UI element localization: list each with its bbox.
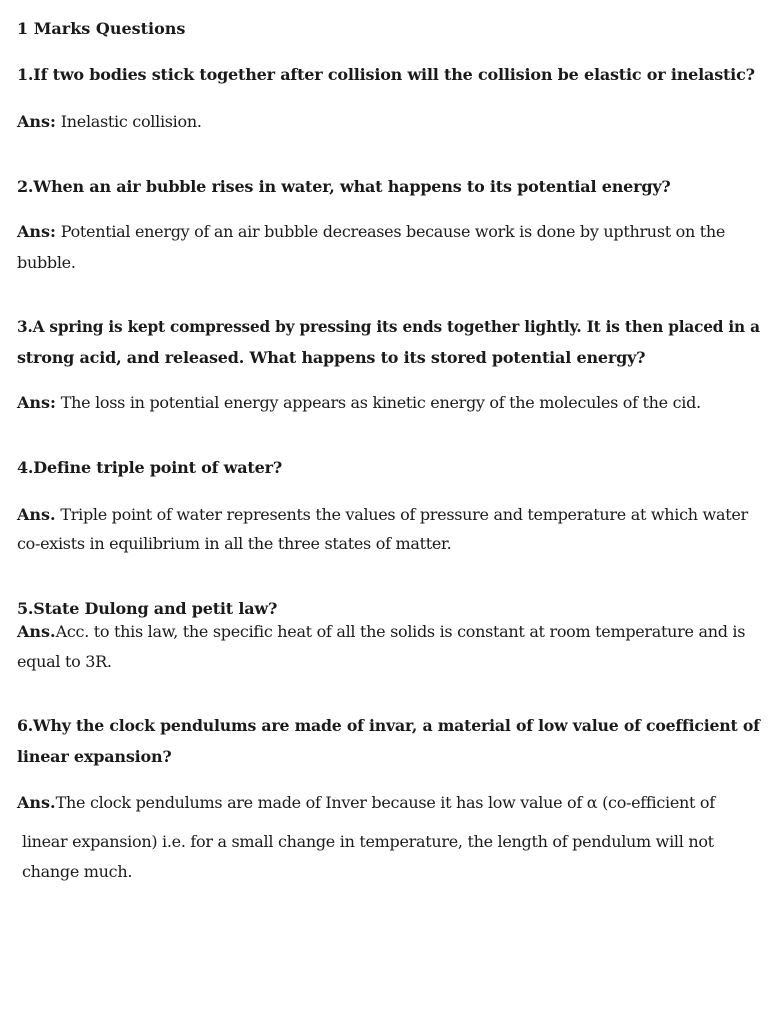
- answer-4-line-1: [17, 505, 752, 525]
- question-1-line-1: 1.If two bodies stick together after collision will the collision be elastic or inelastic?: [17, 65, 755, 84]
- answer-5-line-2: equal to 3R.: [17, 652, 112, 671]
- answer-label: Ans.: [17, 622, 56, 641]
- answer-label: Ans:: [17, 222, 56, 241]
- answer-3-line-1: [17, 393, 752, 413]
- answer-2-line-1: [17, 222, 752, 242]
- answer-label: Ans:: [17, 393, 56, 412]
- page-heading: 1 Marks Questions: [17, 19, 186, 38]
- answer-text: Inelastic collision.: [55, 112, 202, 131]
- answer-text: Acc. to this law, the specific heat of all the solids is constant at room temperature and is: [55, 622, 746, 641]
- answer-6-line-3: change much.: [22, 862, 133, 881]
- answer-5-line-1: [17, 622, 752, 642]
- answer-label: Ans.: [17, 793, 56, 812]
- question-6-line-2: linear expansion?: [17, 747, 172, 766]
- answer-text: Potential energy of an air bubble decreases because work is done by upthrust on the: [55, 222, 726, 241]
- answer-label: Ans.: [17, 505, 56, 524]
- answer-1-line-1: [17, 112, 752, 132]
- answer-6-line-1: [17, 793, 752, 813]
- answer-6-line-2: linear expansion) i.e. for a small change in temperature, the length of pendulum will not: [22, 832, 714, 851]
- question-2-line-1: 2.When an air bubble rises in water, what happens to its potential energy?: [17, 177, 671, 196]
- answer-text: The loss in potential energy appears as kinetic energy of the molecules of the cid.: [55, 393, 701, 412]
- answer-4-line-2: co-exists in equilibrium in all the three states of matter.: [17, 534, 452, 553]
- answer-2-line-2: bubble.: [17, 253, 76, 272]
- question-4-line-1: 4.Define triple point of water?: [17, 458, 282, 477]
- question-6-line-1: 6.Why the clock pendulums are made of invar, a material of low value of coefficient of: [17, 716, 760, 735]
- answer-label: Ans:: [17, 112, 56, 131]
- answer-text: The clock pendulums are made of Inver because it has low value of α (co-efficient of: [55, 793, 715, 812]
- question-3-line-1: 3.A spring is kept compressed by pressing its ends together lightly. It is then placed in a: [17, 317, 760, 336]
- question-5-line-1: 5.State Dulong and petit law?: [17, 599, 278, 618]
- question-3-line-2: strong acid, and released. What happens to its stored potential energy?: [17, 348, 646, 367]
- answer-text: Triple point of water represents the values of pressure and temperature at which water: [55, 505, 748, 524]
